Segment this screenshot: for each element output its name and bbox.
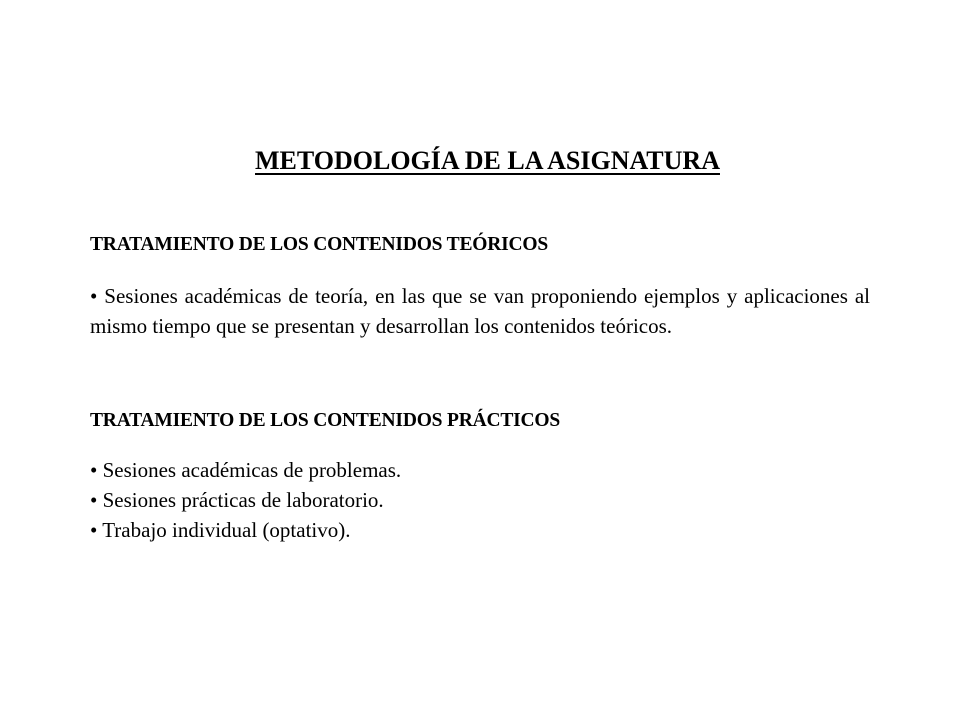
practice-list <box>90 455 401 545</box>
list-item: • Sesiones prácticas de laboratorio. <box>90 488 384 512</box>
section-heading-practice: TRATAMIENTO DE LOS CONTENIDOS PRÁCTICOS <box>90 410 561 431</box>
theory-paragraph: • Sesiones académicas de teoría, en las que se van proponiendo ejemplos y aplicaciones al mismo tiempo que se presentan y desarrollan los contenidos teóricos. <box>90 284 870 338</box>
section-heading-theory: TRATAMIENTO DE LOS CONTENIDOS TEÓRICOS <box>90 234 548 255</box>
list-item: • Trabajo individual (optativo). <box>90 518 351 542</box>
slide-title: METODOLOGÍA DE LA ASIGNATURA <box>255 146 720 175</box>
list-item: • Sesiones académicas de problemas. <box>90 458 402 482</box>
